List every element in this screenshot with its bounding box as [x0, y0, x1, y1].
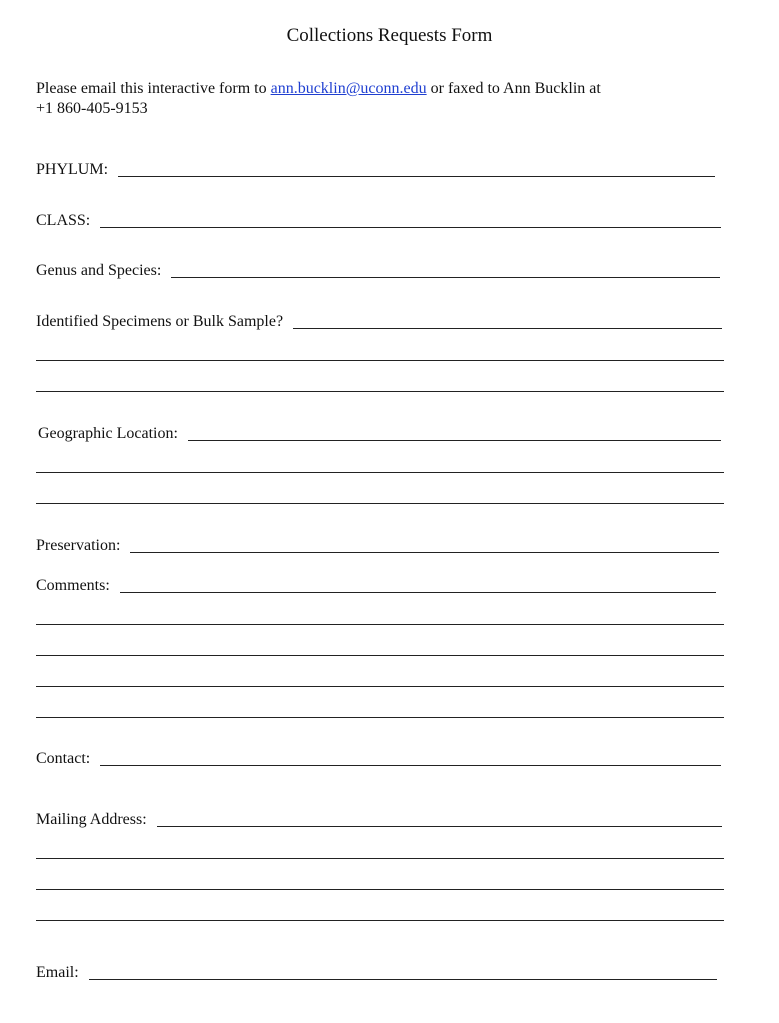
preservation-input[interactable]	[130, 535, 719, 553]
mailing-address-label: Mailing Address:	[36, 811, 147, 828]
email-link[interactable]: ann.bucklin@uconn.edu	[270, 80, 427, 97]
identified-specimens-row	[36, 308, 722, 332]
contact-label: Contact:	[36, 750, 91, 767]
geographic-location-extra-line-1[interactable]	[36, 454, 724, 473]
geographic-location-label: Geographic Location:	[38, 425, 178, 442]
phylum-row	[36, 156, 715, 180]
comments-label: Comments:	[36, 577, 110, 594]
class-row	[36, 207, 721, 231]
comments-input[interactable]	[120, 575, 716, 593]
intro-before-text: Please email this interactive form to	[36, 80, 271, 97]
contact-row	[36, 745, 721, 769]
contact-input[interactable]	[100, 748, 721, 766]
mailing-address-extra-line-3[interactable]	[36, 902, 724, 921]
email-row	[36, 959, 717, 983]
phylum-label: PHYLUM:	[36, 161, 109, 178]
mailing-address-row	[36, 806, 722, 830]
genus-species-input[interactable]	[171, 260, 720, 278]
identified-specimens-extra-line-1[interactable]	[36, 342, 724, 361]
comments-extra-line-4[interactable]	[36, 699, 724, 718]
identified-specimens-extra-line-2[interactable]	[36, 373, 724, 392]
comments-extra-line-1[interactable]	[36, 606, 724, 625]
email-label: Email:	[36, 964, 79, 981]
geographic-location-row	[38, 420, 721, 444]
genus-species-label: Genus and Species:	[36, 262, 162, 279]
class-input[interactable]	[100, 210, 721, 228]
identified-specimens-input[interactable]	[293, 311, 722, 329]
preservation-label: Preservation:	[36, 537, 121, 554]
comments-extra-line-3[interactable]	[36, 668, 724, 687]
identified-specimens-label: Identified Specimens or Bulk Sample?	[36, 313, 284, 330]
email-input[interactable]	[89, 962, 717, 980]
fax-number: +1 860-405-9153	[36, 100, 148, 117]
page-title: Collections Requests Form	[286, 25, 493, 46]
geographic-location-input[interactable]	[188, 423, 721, 441]
comments-extra-line-2[interactable]	[36, 637, 724, 656]
intro-text	[36, 79, 736, 119]
intro-after-text: or faxed to Ann Bucklin at	[426, 80, 601, 97]
mailing-address-input[interactable]	[157, 809, 722, 827]
geographic-location-extra-line-2[interactable]	[36, 485, 724, 504]
comments-row	[36, 572, 716, 596]
mailing-address-extra-line-1[interactable]	[36, 840, 724, 859]
preservation-row	[36, 532, 719, 556]
class-label: CLASS:	[36, 212, 91, 229]
genus-species-row	[36, 257, 720, 281]
phylum-input[interactable]	[118, 159, 715, 177]
mailing-address-extra-line-2[interactable]	[36, 871, 724, 890]
